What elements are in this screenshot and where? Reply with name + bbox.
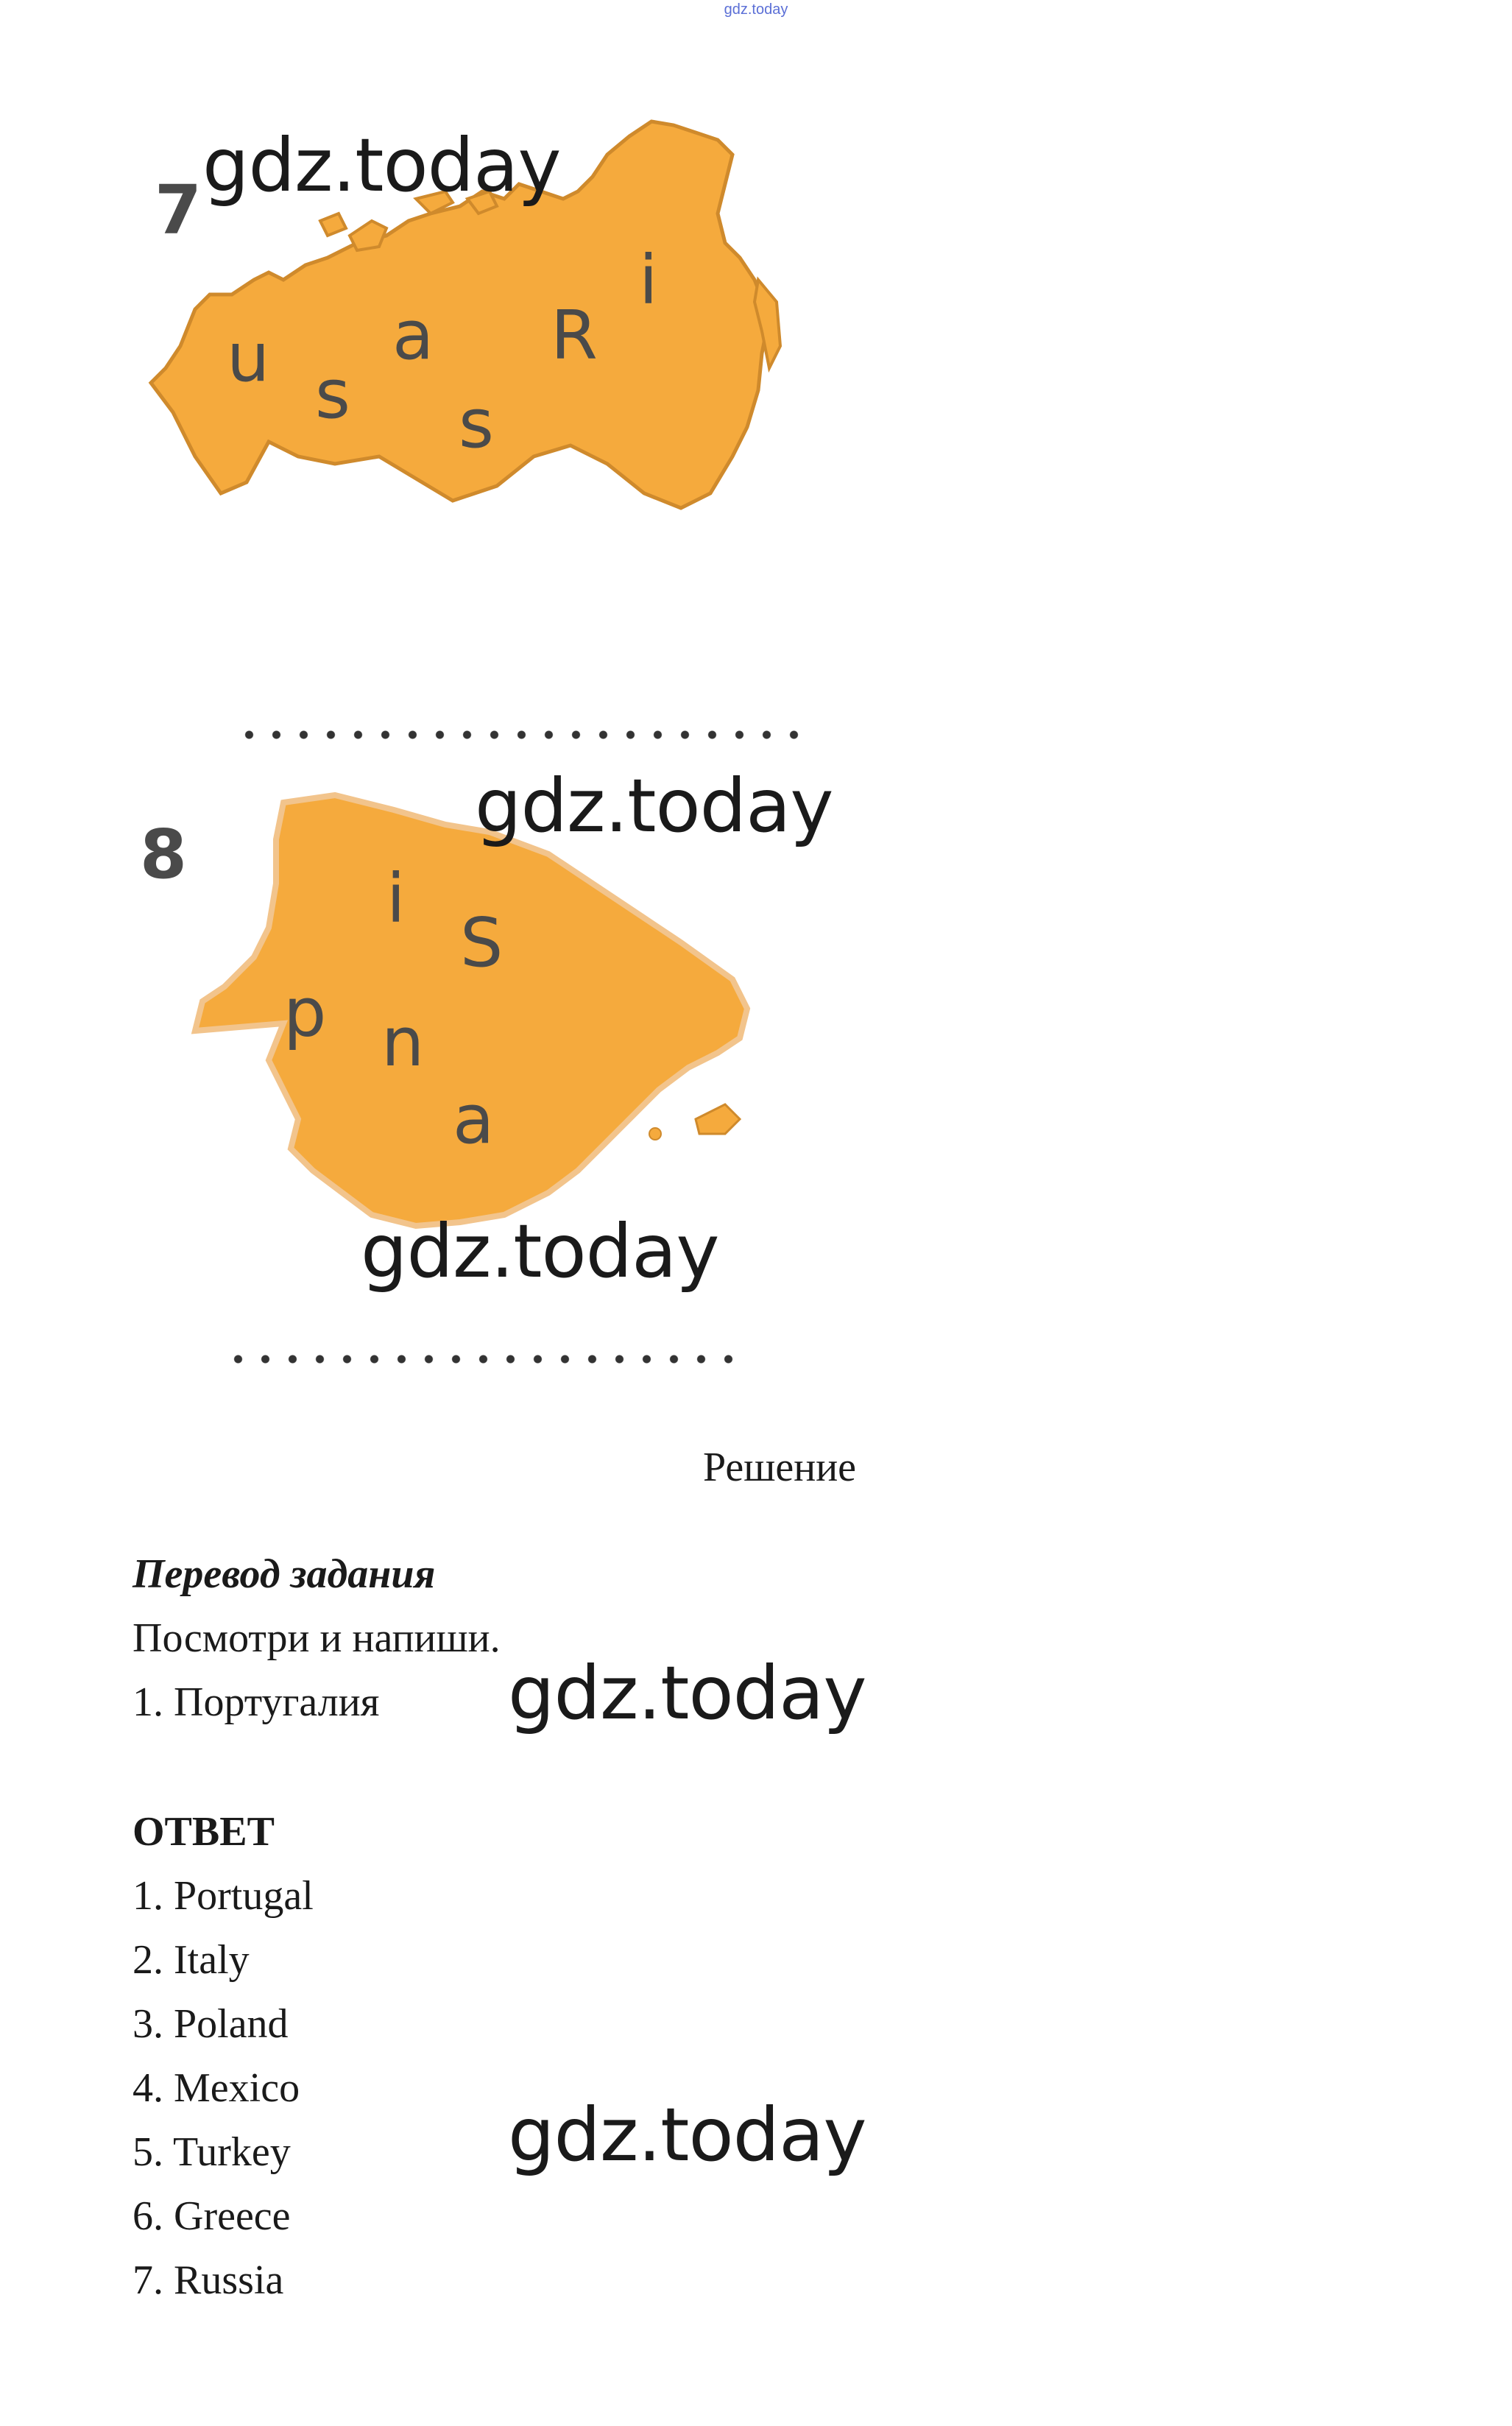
watermark: gdz.today <box>202 122 561 208</box>
watermark: gdz.today <box>475 763 833 849</box>
solution-heading: Решение <box>703 1445 857 1490</box>
task-7-number: 7 <box>155 171 202 250</box>
puzzle-letter: u <box>227 318 270 397</box>
puzzle-letter: S <box>460 903 504 982</box>
puzzle-letter: R <box>551 296 598 375</box>
answer-item: 5. Turkey <box>133 2129 291 2175</box>
answer-item: 4. Mexico <box>133 2065 300 2111</box>
puzzle-letter: p <box>283 973 327 1052</box>
answer-item: 2. Italy <box>133 1937 250 1983</box>
puzzle-letter: s <box>315 355 350 434</box>
puzzle-letter: a <box>392 296 434 375</box>
translation-instruction: Посмотри и напиши. <box>133 1615 501 1661</box>
puzzle-letter: i <box>386 859 406 938</box>
puzzle-letter: i <box>639 241 658 320</box>
spain-map-image <box>180 780 762 1237</box>
watermark: gdz.today <box>508 1650 866 1736</box>
puzzle-letter: n <box>381 1003 425 1082</box>
translation-example: 1. Португалия <box>133 1679 380 1725</box>
puzzle-letter: s <box>459 384 494 463</box>
task-8-number: 8 <box>140 815 188 894</box>
site-mark[interactable]: gdz.today <box>724 1 788 18</box>
answer-dotted-line[interactable] <box>236 729 810 741</box>
answer-item: 1. Portugal <box>133 1873 314 1919</box>
translation-heading: Перевод задания <box>133 1551 436 1597</box>
watermark: gdz.today <box>361 1208 719 1294</box>
answer-item: 3. Poland <box>133 2001 289 2047</box>
puzzle-letter: a <box>453 1080 495 1159</box>
answer-item: 7. Russia <box>133 2257 284 2303</box>
answer-heading: ОТВЕТ <box>133 1809 275 1855</box>
answer-item: 6. Greece <box>133 2193 291 2239</box>
watermark: gdz.today <box>508 2092 866 2178</box>
answer-dotted-line[interactable] <box>225 1353 740 1365</box>
